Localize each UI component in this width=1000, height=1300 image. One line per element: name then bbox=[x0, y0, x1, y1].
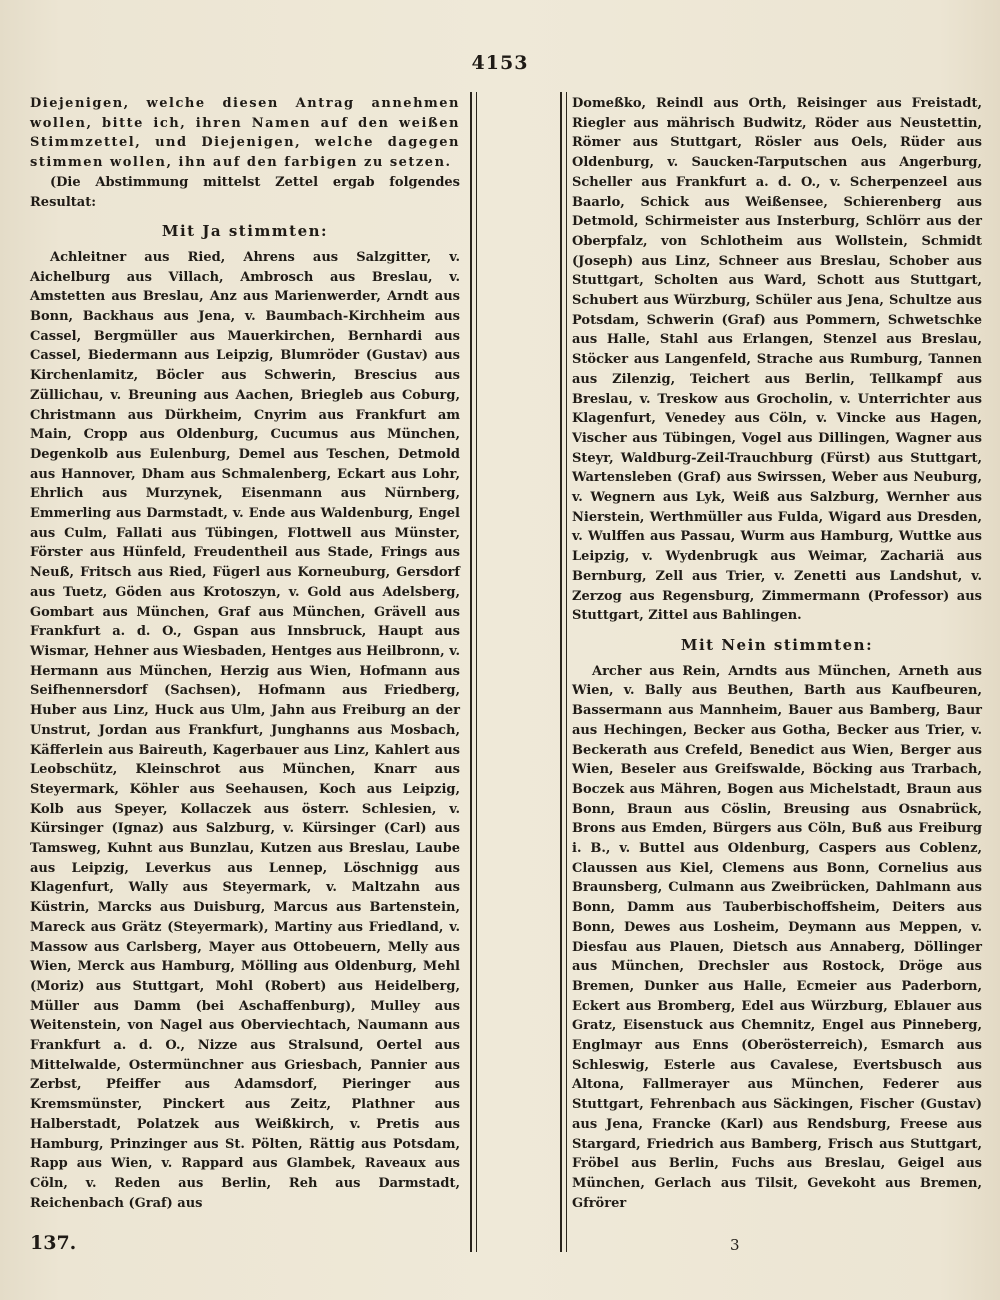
intro-paragraph: Diejenigen, welche diesen Antrag annehmen wollen, bitte ich, ihren Namen auf den weißen Stimmzettel, und Diejenigen, welche dagegen stimmen wollen, ihn auf den farbigen zu setzen. bbox=[30, 96, 460, 171]
right-column bbox=[572, 94, 982, 1213]
yes-heading: Mit Ja stimmten: bbox=[161, 222, 329, 241]
result-paragraph: (Die Abstimmung mittelst Zettel ergab folgendes Resultat: bbox=[30, 174, 460, 210]
no-heading: Mit Nein stimmten: bbox=[680, 635, 874, 654]
column-rule bbox=[566, 92, 567, 1252]
column-rule bbox=[476, 92, 477, 1252]
sheet-number: 3 bbox=[730, 1236, 740, 1254]
yes-list-continued: Domeßko, Reindl aus Orth, Reisinger aus Freistadt, Riegler aus mährisch Budwitz, Röder aus Neustettin, Römer aus Stuttgart, Rösler aus Oels, Rüder aus Oldenburg, v. Saucken-Tarputschen aus Angerburg, Scheller aus Frankfurt a. d. O., v. Scherpenzeel aus Baarlo, Schick aus Weißensee, Schierenberg aus Detmold, Schirmeister aus Insterburg, Schlörr aus der Oberpfalz, von Schlotheim aus Wollstein, Schmidt (Joseph) aus Linz, Schneer aus Breslau, Schober aus Stuttgart, Scholten aus Ward, Schott aus Stuttgart, Schubert aus Würzburg, Schüler aus Jena, Schultze aus Potsdam, Schwerin (Graf) aus Pommern, Schwetschke aus Halle, Stahl aus Erlangen, Stenzel aus Breslau, Stöcker aus Langenfeld, Strache aus Rumburg, Tannen aus Zilenzig, Teichert aus Berlin, Tellkampf aus Breslau, v. Treskow aus Grocholin, v. Unterrichter aus Klagenfurt, Venedey aus Cöln, v. Vincke aus Hagen, Vischer aus Tübingen, Vogel aus Dillingen, Wagner aus Steyr, Waldburg-Zeil-Trauchburg (Fürst) aus Stuttgart, Wartensleben (Graf) aus Swirssen, Weber aus Neuburg, v. Wegnern aus Lyk, Weiß aus Salzburg, Wernher aus Nierstein, Werthmüller aus Fulda, Wigard aus Dresden, v. Wulffen aus Passau, Wurm aus Hamburg, Wuttke aus Leipzig, v. Wydenbrugk aus Weimar, Zachariä aus Bernburg, Zell aus Trier, v. Zenetti aus Landshut, v. Zerzog aus Regensburg, Zimmermann (Professor) aus Stuttgart, Zittel aus Bahlingen. bbox=[572, 96, 982, 624]
signature-mark: 137. bbox=[30, 1232, 77, 1254]
column-rule bbox=[560, 92, 562, 1252]
column-rule bbox=[470, 92, 472, 1252]
no-list: Archer aus Rein, Arndts aus München, Arneth aus Wien, v. Bally aus Beuthen, Barth aus Kaufbeuren, Bassermann aus Mannheim, Bauer aus Bamberg, Baur aus Hechingen, Becker aus Gotha, Becker aus Trier, v. Beckerath aus Crefeld, Benedict aus Wien, Berger aus Wien, Beseler aus Greifswalde, Böcking aus Trarbach, Boczek aus Mähren, Bogen aus Michelstadt, Braun aus Bonn, Braun aus Cöslin, Breusing aus Osnabrück, Brons aus Emden, Bürgers aus Cöln, Buß aus Freiburg i. B., v. Buttel aus Oldenburg, Caspers aus Coblenz, Claussen aus Kiel, Clemens aus Bonn, Cornelius aus Braunsberg, Culmann aus Zweibrücken, Dahlmann aus Bonn, Damm aus Tauberbischoffsheim, Deiters aus Bonn, Dewes aus Losheim, Deymann aus Meppen, v. Diesfau aus Plauen, Dietsch aus Annaberg, Döllinger aus München, Drechsler aus Rostock, Dröge aus Bremen, Dunker aus Halle, Ecmeier aus Paderborn, Eckert aus Bromberg, Edel aus Würzburg, Eblauer aus Gratz, Eisenstuck aus Chemnitz, Engel aus Pinneberg, Englmayr aus Enns (Oberösterreich), Esmarch aus Schleswig, Esterle aus Cavalese, Evertsbusch aus Altona, Fallmerayer aus München, Federer aus Stuttgart, Fehrenbach aus Säckingen, Fischer (Gustav) aus Jena, Francke (Karl) aus Rendsburg, Freese aus Stargard, Friedrich aus Bamberg, Frisch aus Stuttgart, Fröbel aus Berlin, Fuchs aus Breslau, Geigel aus München, Gerlach aus Tilsit, Gevekoht aus Bremen, Gfrörer bbox=[572, 663, 982, 1211]
yes-list: Achleitner aus Ried, Ahrens aus Salzgitter, v. Aichelburg aus Villach, Ambrosch aus Breslau, v. Amstetten aus Breslau, Anz aus Marienwerder, Arndt aus Bonn, Backhaus aus Jena, v. Baumbach-Kirchheim aus Cassel, Bergmüller aus Mauerkirchen, Bernhardi aus Cassel, Biedermann aus Leipzig, Blumröder (Gustav) aus Kirchenlamitz, Böcler aus Schwerin, Brescius aus Züllichau, v. Breuning aus Aachen, Briegleb aus Coburg, Christmann aus Dürkheim, Cnyrim aus Frankfurt am Main, Cropp aus Oldenburg, Cucumus aus München, Degenkolb aus Eulenburg, Demel aus Teschen, Detmold aus Hannover, Dham aus Schmalenberg, Eckart aus Lohr, Ehrlich aus Murzynek, Eisenmann aus Nürnberg, Emmerling aus Darmstadt, v. Ende aus Waldenburg, Engel aus Culm, Fallati aus Tübingen, Flottwell aus Münster, Förster aus Hünfeld, Freudentheil aus Stade, Frings aus Neuß, Fritsch aus Ried, Fügerl aus Korneuburg, Gersdorf aus Tuetz, Göden aus Krotoszyn, v. Gold aus Adelsberg, Gombart aus München, Graf aus München, Grävell aus Frankfurt a. d. O., Gspan aus Innsbruck, Haupt aus Wismar, Hehner aus Wiesbaden, Hentges aus Heilbronn, v. Hermann aus München, Herzig aus Wien, Hofmann aus Seifhennersdorf (Sachsen), Hofmann aus Friedberg, Huber aus Linz, Huck aus Ulm, Jahn aus Freiburg an der Unstrut, Jordan aus Frankfurt, Junghanns aus Mosbach, Käfferlein aus Baireuth, Kagerbauer aus Linz, Kahlert aus Leobschütz, Kleinschrot aus München, Knarr aus Steyermark, Köhler aus Seehausen, Koch aus Leipzig, Kolb aus Speyer, Kollaczek aus österr. Schlesien, v. Kürsinger (Ignaz) aus Salzburg, v. Kürsinger (Carl) aus Tamsweg, Kuhnt aus Bunzlau, Kutzen aus Breslau, Laube aus Leipzig, Leverkus aus Lennep, Löschnigg aus Klagenfurt, Wally aus Steyermark, v. Maltzahn aus Küstrin, Marcks aus Duisburg, Marcus aus Bartenstein, Mareck aus Grätz (Steyermark), Martiny aus Friedland, v. Massow aus Carlsberg, Mayer aus Ottobeuern, Melly aus Wien, Merck aus Hamburg, Mölling aus Oldenburg, Mehl (Moriz) aus Stuttgart, Mohl (Robert) aus Heidelberg, Müller aus Damm (bei Aschaffenburg), Mulley aus Weitenstein, von Nagel aus Oberviechtach, Naumann aus Frankfurt a. d. O., Nizze aus Stralsund, Oertel aus Mittelwalde, Ostermünchner aus Griesbach, Pannier aus Zerbst, Pfeiffer aus Adamsdorf, Pieringer aus Kremsmünster, Pinckert aus Zeitz, Plathner aus Halberstadt, Polatzek aus Weißkirch, v. Pretis aus Hamburg, Prinzinger aus St. Pölten, Rättig aus Potsdam, Rapp aus Wien, v. Rappard aus Glambek, Raveaux aus Cöln, v. Reden aus Berlin, Reh aus Darmstadt, Reichenbach (Graf) aus bbox=[30, 249, 460, 1211]
page-number: 4153 bbox=[471, 52, 529, 74]
left-column bbox=[30, 94, 460, 1213]
